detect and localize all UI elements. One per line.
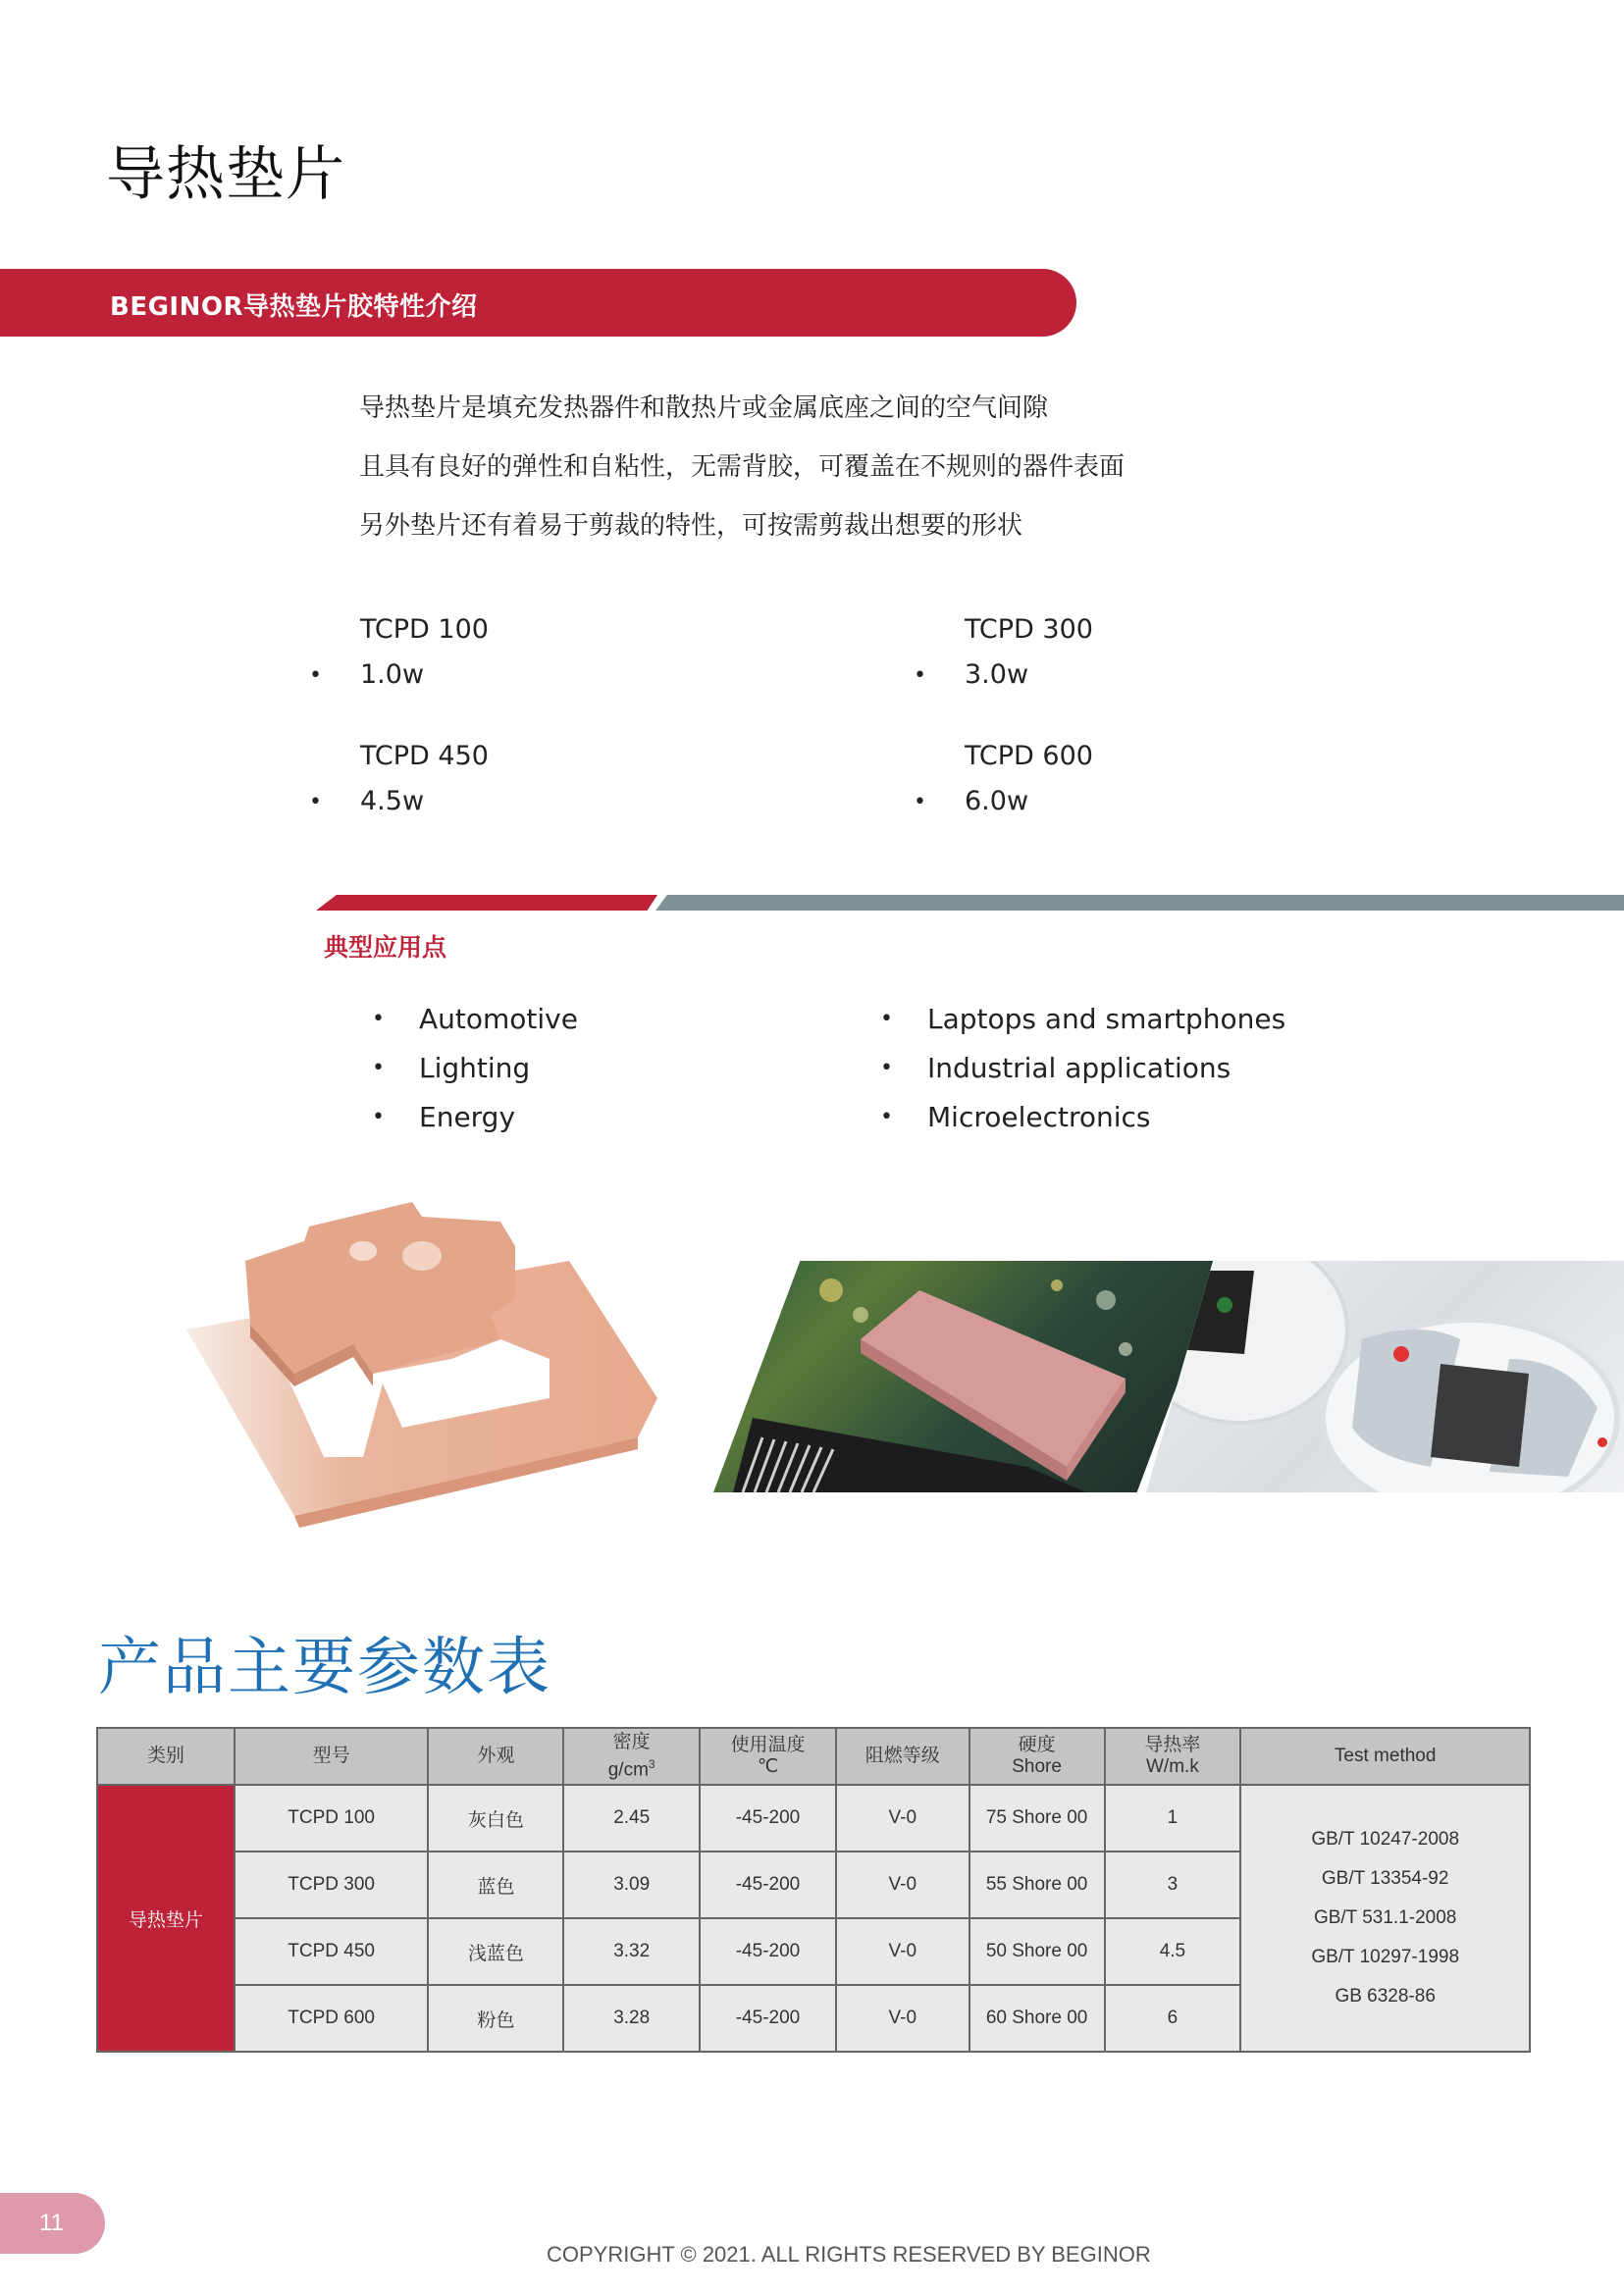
thermal-pad-on-chip-image (713, 1261, 1224, 1492)
conductivity-cell: 6 (1105, 1985, 1241, 2052)
density-cell: 3.32 (563, 1918, 700, 1985)
flame-cell: V-0 (836, 1985, 969, 2052)
header-conductivity: 导热率 W/m.k (1105, 1728, 1241, 1785)
model-cell: TCPD 300 (235, 1852, 429, 1918)
temperature-cell: -45-200 (700, 1852, 836, 1918)
spec-model: TCPD 100 (360, 614, 489, 645)
conductivity-cell: 1 (1105, 1785, 1241, 1852)
bullet-icon: • (880, 1105, 893, 1129)
thermal-pad-cutout-image (177, 1173, 667, 1555)
spec-value: 3.0w (965, 659, 1029, 690)
parameters-table (96, 1727, 1531, 2053)
model-cell: TCPD 600 (235, 1985, 429, 2052)
hardness-cell: 55 Shore 00 (969, 1852, 1105, 1918)
spec-model: TCPD 300 (965, 614, 1093, 645)
model-cell: TCPD 100 (235, 1785, 429, 1852)
temperature-cell: -45-200 (700, 1785, 836, 1852)
application-item: • Laptops and smartphones (927, 1001, 1285, 1038)
bullet-icon: • (880, 1007, 893, 1031)
table-title: 产品主要参数表 (98, 1632, 551, 1704)
banner-title: BEGINOR导热垫片胶特性介绍 (110, 292, 478, 322)
bullet-icon: • (880, 1056, 893, 1080)
bullet-icon: • (309, 663, 322, 688)
divider-red (316, 895, 657, 911)
application-item: • Energy (419, 1099, 515, 1136)
header-model: 型号 (235, 1728, 429, 1785)
intro-line: 另外垫片还有着易于剪裁的特性，可按需剪裁出想要的形状 (359, 511, 1023, 541)
header-temperature: 使用温度 ℃ (700, 1728, 836, 1785)
intro-paragraph (359, 379, 1125, 555)
header-hardness: 硬度 Shore (969, 1728, 1105, 1785)
flame-cell: V-0 (836, 1852, 969, 1918)
bullet-icon: • (914, 790, 926, 814)
density-cell: 3.28 (563, 1985, 700, 2052)
appearance-cell: 灰白色 (428, 1785, 563, 1852)
category-cell: 导热垫片 (97, 1785, 235, 2052)
conductivity-cell: 3 (1105, 1852, 1241, 1918)
divider-grey (655, 895, 1624, 911)
appearance-cell: 粉色 (428, 1985, 563, 2052)
appearance-cell: 蓝色 (428, 1852, 563, 1918)
test-method-cell: GB/T 10247-2008 GB/T 13354-92 GB/T 531.1-2008 GB/T 10297-1998 GB 6328-86 (1240, 1785, 1530, 2052)
bullet-icon: • (372, 1105, 385, 1129)
hardness-cell: 50 Shore 00 (969, 1918, 1105, 1985)
density-cell: 3.09 (563, 1852, 700, 1918)
application-item: • Automotive (419, 1001, 578, 1038)
flame-cell: V-0 (836, 1785, 969, 1852)
bullet-icon: • (914, 663, 926, 688)
section-banner (0, 269, 1076, 337)
spec-model: TCPD 600 (965, 741, 1093, 771)
header-density: 密度 $g/cm^3$ (563, 1728, 700, 1785)
model-cell: TCPD 450 (235, 1918, 429, 1985)
page-number: 11 (0, 2193, 105, 2254)
intro-line: 导热垫片是填充发热器件和散热片或金属底座之间的空气间隙 (359, 393, 1049, 423)
table-row (97, 1785, 1530, 1852)
intro-line: 且具有良好的弹性和自粘性，无需背胶，可覆盖在不规则的器件表面 (359, 452, 1126, 482)
application-item: • Industrial applications (927, 1050, 1231, 1087)
spec-value: 4.5w (360, 786, 425, 816)
bullet-icon: • (309, 790, 322, 814)
application-item: • Lighting (419, 1050, 530, 1087)
density-cell: 2.45 (563, 1785, 700, 1852)
table-header-row (97, 1728, 1530, 1785)
spec-model: TCPD 450 (360, 741, 489, 771)
appearance-cell: 浅蓝色 (428, 1918, 563, 1985)
copyright-notice: COPYRIGHT © 2021. ALL RIGHTS RESERVED BY BEGINOR (547, 2242, 1151, 2267)
thermal-pad-in-device-image (1146, 1261, 1624, 1492)
header-category: 类别 (97, 1728, 235, 1785)
applications-heading: 典型应用点 (324, 933, 447, 962)
hardness-cell: 75 Shore 00 (969, 1785, 1105, 1852)
spec-value: 1.0w (360, 659, 425, 690)
flame-cell: V-0 (836, 1918, 969, 1985)
header-test-method: Test method (1240, 1728, 1530, 1785)
hardness-cell: 60 Shore 00 (969, 1985, 1105, 2052)
header-appearance: 外观 (428, 1728, 563, 1785)
conductivity-cell: 4.5 (1105, 1918, 1241, 1985)
bullet-icon: • (372, 1007, 385, 1031)
bullet-icon: • (372, 1056, 385, 1080)
header-flame-rating: 阻燃等级 (836, 1728, 969, 1785)
temperature-cell: -45-200 (700, 1918, 836, 1985)
page-title: 导热垫片 (106, 140, 345, 209)
application-item: • Microelectronics (927, 1099, 1151, 1136)
spec-value: 6.0w (965, 786, 1029, 816)
temperature-cell: -45-200 (700, 1985, 836, 2052)
